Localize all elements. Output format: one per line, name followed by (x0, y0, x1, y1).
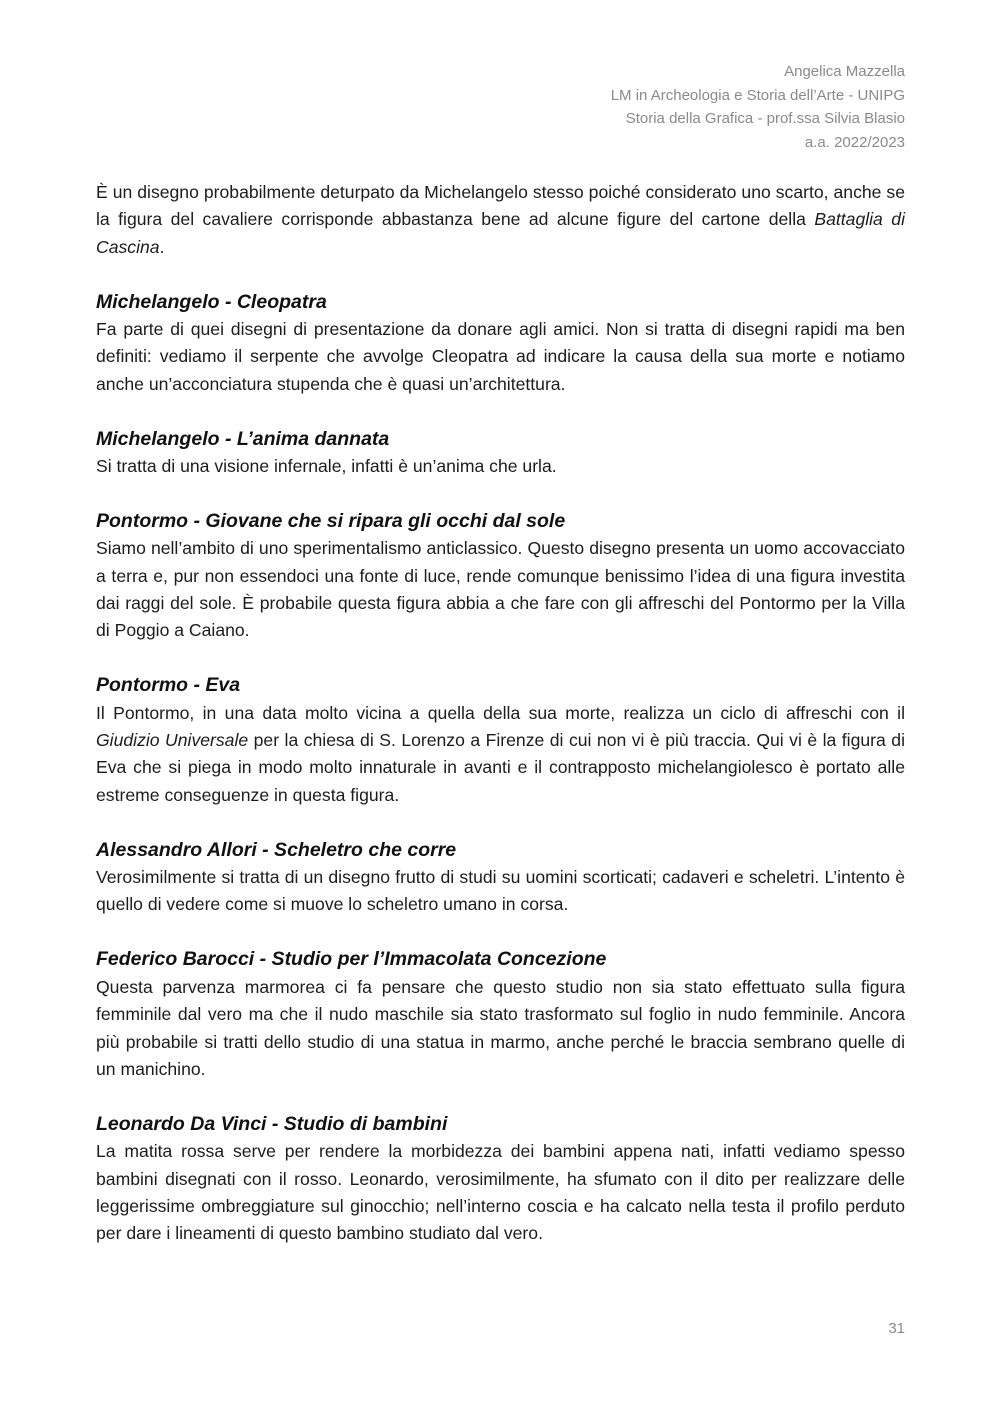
section-title: Alessandro Allori - Scheletro che corre (96, 838, 457, 861)
section-paragraph: Fa parte di quei disegni di presentazione da donare agli amici. Non si tratta di disegni rapidi ma ben definiti: vediamo il serpente che avvolge Cleopatra ad indicare la causa della sua morte e notiamo anche un’acconciatura stupenda che è quasi un’architettura. (96, 319, 905, 394)
section-title: Pontormo - Eva (96, 674, 241, 697)
body-text (96, 179, 905, 1248)
intro-text: È un disegno probabilmente deturpato da Michelangelo stesso poiché considerato uno scarto, anche se la figura del cavaliere corrisponde abbastanza bene ad alcune figure del cartone della (96, 182, 905, 230)
italic-work-title: Giudizio Universale (96, 730, 249, 751)
paragraph-text-end: per la chiesa di S. Lorenzo a Firenze di cui non vi è più traccia. Qui vi è la figura di Eva che si piega in modo molto innaturale in avanti e il contrapposto michelangiolesco è portato alle estreme conseguenze in questa figura. (96, 730, 905, 805)
section-paragraph: Si tratta di una visione infernale, infatti è un’anima che urla. (96, 456, 557, 477)
section-title: Leonardo Da Vinci - Studio di bambini (96, 1112, 448, 1135)
section-paragraph: Verosimilmente si tratta di un disegno frutto di studi su uomini scorticati; cadaveri e scheletri. L’intento è quello di vedere come si muove lo scheletro umano in corsa. (96, 867, 905, 915)
section-paragraph: Questa parvenza marmorea ci fa pensare che questo studio non sia stato effettuato sulla figura femminile dal vero ma che il nudo maschile sia stato trasformato sul foglio in nudo femminile. Ancora più probabile si tratti dello studio di una statua in marmo, anche perché le braccia sembrano quelle di un manichino. (96, 976, 905, 1079)
section-eva (96, 672, 905, 809)
section-immacolata (96, 946, 905, 1083)
page-number: 31 (888, 1320, 905, 1337)
header-subject: Storia della Grafica - prof.ssa Silvia Blasio (625, 110, 905, 127)
intro-text-end: . (159, 236, 165, 257)
section-paragraph: Siamo nell’ambito di uno sperimentalismo anticlassico. Questo disegno presenta un uomo accovacciato a terra e, pur non essendoci una fonte di luce, rende comunque benissimo l’idea di una figura investita dai raggi del sole. È probabile questa figura abbia a che fare con gli affreschi del Pontormo per la Villa di Poggio a Caiano. (96, 538, 905, 641)
header-course: LM in Archeologia e Storia dell’Arte - UNIPG (610, 86, 905, 104)
section-paragraph: La matita rossa serve per rendere la morbidezza dei bambini appena nati, infatti vediamo spesso bambini disegnati con il rosso. Leonardo, verosimilmente, ha sfumato con il dito per realizzare delle leggerissime ombreggiature sul ginocchio; nell’interno coscia e ha calcato nella testa il profilo perduto per dare i lineamenti di questo bambino studiato dal vero. (96, 1141, 905, 1244)
header-year: a.a. 2022/2023 (804, 133, 905, 151)
section-title: Federico Barocci - Studio per l’Immacolata Concezione (96, 948, 607, 971)
section-giovane (96, 508, 905, 645)
section-scheletro (96, 837, 905, 919)
intro-paragraph (96, 179, 905, 261)
paragraph-text: Il Pontormo, in una data molto vicina a quella della sua morte, realizza un ciclo di affreschi con il (96, 702, 905, 723)
intro-italic-title: Battaglia di Cascina (96, 209, 905, 257)
section-title: Michelangelo - L’anima dannata (96, 427, 390, 450)
section-title: Pontormo - Giovane che si ripara gli occhi dal sole (96, 509, 566, 532)
section-cleopatra (96, 289, 905, 399)
section-paragraph (96, 700, 905, 810)
header-author: Angelica Mazzella (784, 63, 905, 80)
section-title: Michelangelo - Cleopatra (96, 290, 327, 313)
section-anima-dannata (96, 426, 905, 481)
section-bambini (96, 1111, 905, 1248)
page-header (611, 60, 905, 154)
